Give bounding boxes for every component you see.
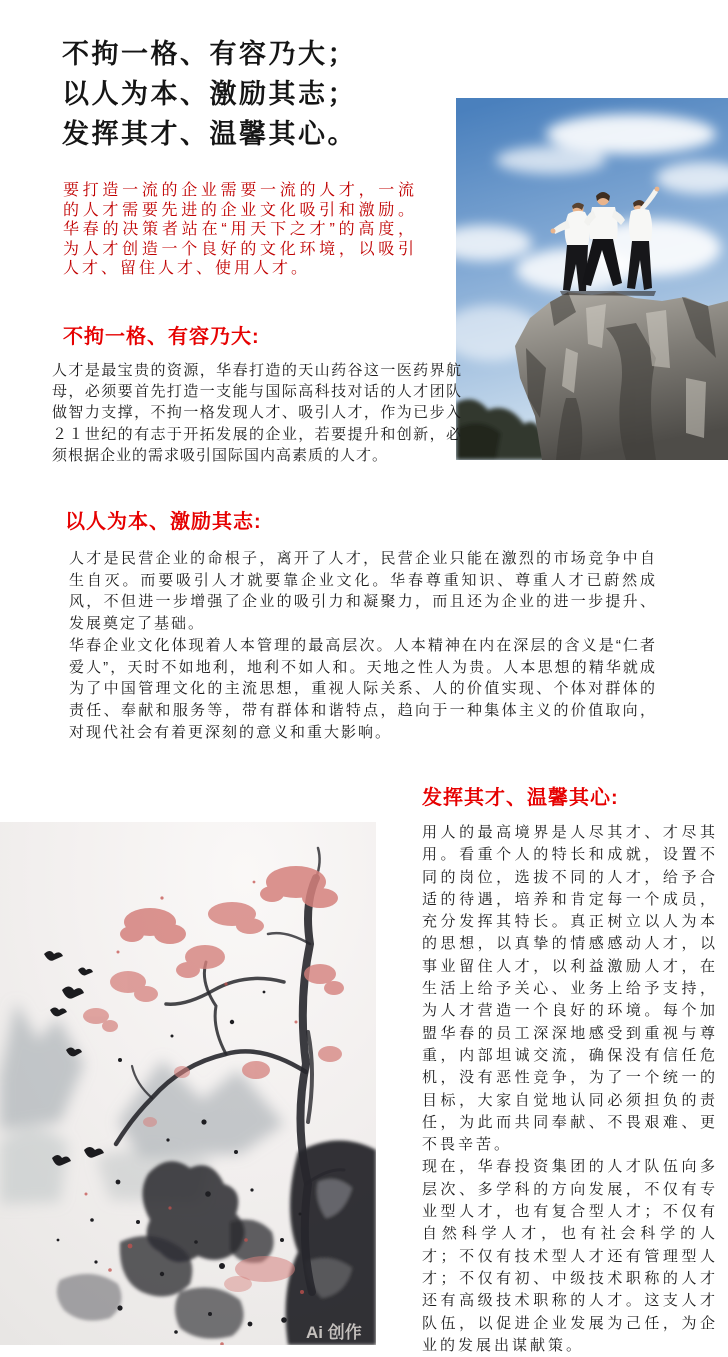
cliff-team-photo	[456, 98, 728, 460]
hero-heading-line-2: 以人为本、激励其志；	[62, 79, 357, 109]
cliff-team-photo-graphic	[456, 98, 728, 460]
ink-painting-graphic	[0, 822, 376, 1345]
hero-heading	[62, 34, 482, 154]
section-paragraph: 现在，华春投资集团的人才队伍向多层次、多学科的方向发展，不仅有专业型人才，也有复合型人才；不仅有自然科学人才，也有社会科学的人才；不仅有技术型人才还有管理型人才；不仅有初、中级技术职称的人才还有高级技术职称的人才。这支人才队伍，以促进企业发展为己任，为企业的发展出谋献策。	[422, 1158, 718, 1354]
section-paragraph: 人才是最宝贵的资源，华春打造的天山药谷这一医药界航母，必须要首先打造一支能与国际高科技对话的人才团队做智力支撑，不拘一格发现人才、吸引人才，作为已步入２１世纪的有志于开拓发展的企业，若要提升和创新，必须根据企业的需求吸引国际国内高素质的人才。	[52, 362, 462, 464]
section-yiren-weiben	[65, 505, 657, 743]
intro-paragraph: 要打造一流的企业需要一流的人才，一流的人才需要先进的企业文化吸引和激励。华春的决策者站在“用天下之才”的高度，为人才创造一个良好的文化环境，以吸引人才、留住人才、使用人才。	[63, 182, 417, 278]
section-buju-yige	[52, 320, 462, 466]
ink-painting	[0, 822, 376, 1345]
section-title: 发挥其才、温馨其心:	[422, 787, 619, 809]
section-paragraph: 人才是民营企业的命根子，离开了人才，民营企业只能在激烈的市场竞争中自生自灭。而要吸引人才就要靠企业文化。华春尊重知识、尊重人才已蔚然成风，不但进一步增强了企业的吸引力和凝聚力，而且还为企业的进一步提升、发展奠定了基础。	[69, 550, 657, 633]
hero-heading-line-1: 不拘一格、有容乃大；	[62, 39, 357, 69]
section-title: 不拘一格、有容乃大:	[63, 326, 260, 348]
section-paragraph: 用人的最高境界是人尽其才、才尽其用。看重个人的特长和成就，设置不同的岗位，选拔不同的人才，给予合适的待遇，培养和肯定每一个成员，充分发挥其特长。真正树立以人为本的思想，以真挚的情感感动人才，以事业留住人才，以利益激励人才，在生活上给予关心、业务上给予支持，为人才营造一个良好的环境。每个加盟华春的员工深深地感受到重视与尊重，内部坦诚交流，确保没有信任危机，没有恶性竞争，为了一个统一的目标，大家自觉地认同必须担负的责任，为此而共同奉献、不畏艰难、更不畏辛苦。	[422, 824, 718, 1154]
section-fahui-qicai	[422, 781, 718, 1357]
section-title: 以人为本、激励其志:	[65, 511, 262, 533]
section-paragraph: 华春企业文化体现着人本管理的最高层次。人本精神在内在深层的含义是“仁者爱人”，天时不如地利，地利不如人和。天地之性人为贵。人本思想的精华就成为了中国管理文化的主流思想，重视人际关系、人的价值实现、个体对群体的责任、奉献和服务等，带有群体和谐特点，趋向于一种集体主义的价值取向，对现代社会有着更深刻的意义和重大影响。	[69, 636, 657, 741]
painting-watermark: Ai 创作	[306, 1323, 362, 1342]
hero-heading-line-3: 发挥其才、温馨其心。	[62, 119, 357, 149]
